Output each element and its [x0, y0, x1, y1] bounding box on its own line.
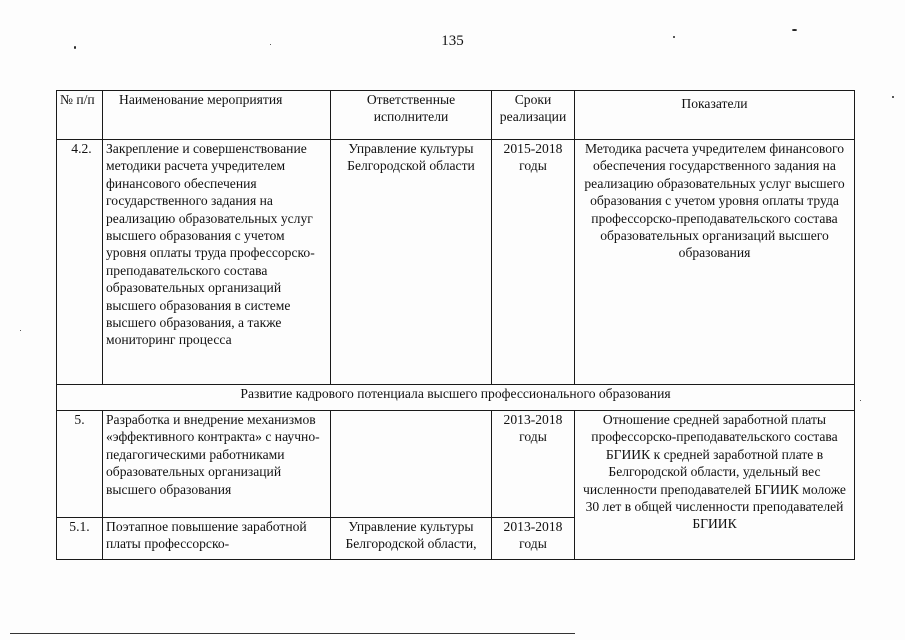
header-responsible: Ответственные исполнители: [331, 91, 492, 140]
table-header-row: [57, 91, 855, 140]
row-indicators: Отношение средней заработной платы профессорско-преподавательского состава БГИИК к средней заработной плате в Белгородской области, удельный вес численности преподавателей БГИИК моложе 30 лет в общей численности преподавателей БГИИК: [575, 411, 855, 560]
row-num: 5.1.: [57, 518, 103, 560]
row-dates: 2013-2018 годы: [492, 411, 575, 518]
row-indicators: Методика расчета учредителем финансового обеспечения государственного задания на реализацию образовательных услуг высшего образования с учетом уровня оплаты труда профессорско-преподавательского состава образовательных организаций высшего образования: [575, 140, 855, 385]
section-header-row: [57, 385, 855, 411]
scan-speck: [792, 29, 797, 31]
scan-speck: [892, 96, 894, 98]
row-responsible: Управление культуры Белгородской области: [331, 140, 492, 385]
table-row: [57, 411, 855, 518]
row-dates: 2013-2018 годы: [492, 518, 575, 560]
row-num-text: 4.2.: [71, 141, 92, 156]
header-dates: Сроки реализации: [492, 91, 575, 140]
row-name: Закрепление и совершенствование методики расчета учредителем финансового обеспечения государственного задания на реализацию образовательных услуг высшего образования с учетом уровня оплаты труда профессорско-преподавательского состава образовательных организаций высшего образования в системе высшего образования, а также мониторинг процесса: [103, 140, 331, 385]
footer-rule: [10, 633, 575, 634]
scan-speck: [270, 44, 271, 45]
scan-speck: [673, 36, 675, 38]
scan-speck: [860, 400, 861, 401]
row-dates: 2015-2018 годы: [492, 140, 575, 385]
table-row: [57, 140, 855, 385]
activities-table: [56, 90, 855, 560]
row-name: Поэтапное повышение заработной платы профессорско-: [103, 518, 331, 560]
row-name: Разработка и внедрение механизмов «эффективного контракта» с научно-педагогическими работниками образовательных организаций высшего образования: [103, 411, 331, 518]
scan-speck: [74, 46, 76, 49]
row-num: 5.: [57, 411, 103, 518]
header-indicators: Показатели: [575, 91, 855, 140]
section-title: Развитие кадрового потенциала высшего профессионального образования: [57, 385, 855, 411]
scan-speck: [20, 330, 21, 331]
header-name: Наименование мероприятия: [103, 91, 331, 140]
page-number: 135: [441, 33, 464, 49]
row-num: [57, 140, 103, 385]
row-responsible: [331, 411, 492, 518]
row-responsible: Управление культуры Белгородской области,: [331, 518, 492, 560]
header-num: № п/п: [57, 91, 103, 140]
